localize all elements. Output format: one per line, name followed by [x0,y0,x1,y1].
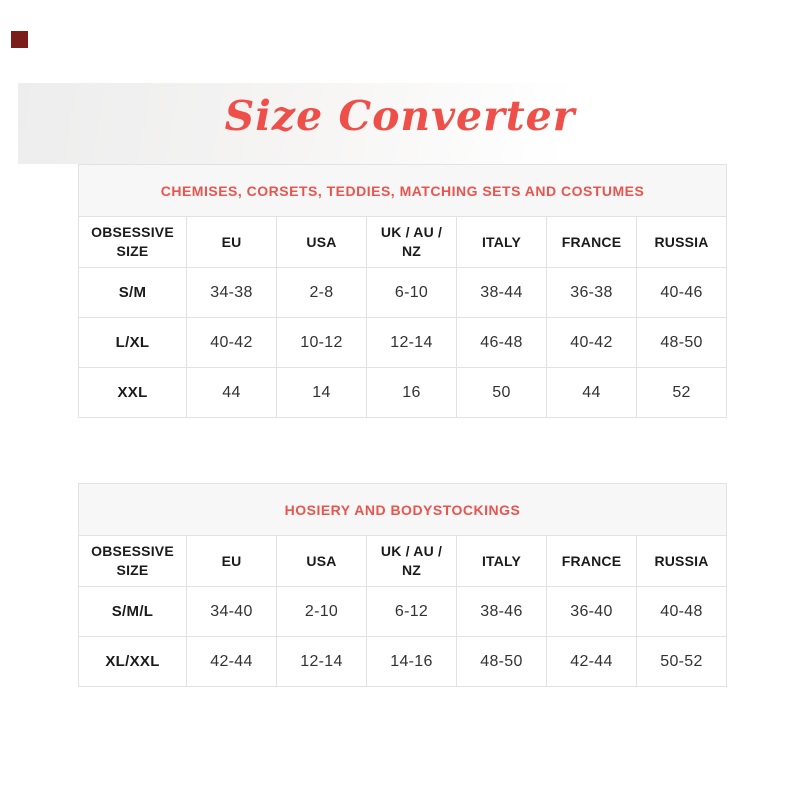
size-label-cell: S/M/L [79,587,187,637]
size-value-cell: 40-42 [547,318,637,368]
size-value-cell: 34-38 [187,268,277,318]
column-header-cell: EU [187,536,277,587]
size-value-cell: 2-10 [277,587,367,637]
column-header-cell: ITALY [457,217,547,268]
column-header-cell: OBSESSIVE SIZE [79,217,187,268]
size-value-cell: 44 [547,368,637,418]
column-header-cell: FRANCE [547,217,637,268]
column-header-cell: USA [277,536,367,587]
size-value-cell: 12-14 [367,318,457,368]
category-row [79,165,727,217]
size-value-cell: 36-40 [547,587,637,637]
size-value-cell: 34-40 [187,587,277,637]
size-label-cell: XXL [79,368,187,418]
size-conversion-table [78,164,727,418]
size-row [79,637,727,687]
column-header-row [79,217,727,268]
size-row [79,368,727,418]
column-header-cell: OBSESSIVE SIZE [79,536,187,587]
column-header-cell: UK / AU / NZ [367,217,457,268]
size-value-cell: 40-46 [637,268,727,318]
size-label-cell: L/XL [79,318,187,368]
size-row [79,587,727,637]
column-header-cell: UK / AU / NZ [367,536,457,587]
column-header-cell: RUSSIA [637,536,727,587]
corner-marker-square [11,31,28,48]
column-header-cell: EU [187,217,277,268]
size-value-cell: 10-12 [277,318,367,368]
page-title: Size Converter [224,92,576,140]
size-value-cell: 2-8 [277,268,367,318]
size-value-cell: 44 [187,368,277,418]
column-header-cell: ITALY [457,536,547,587]
size-value-cell: 14-16 [367,637,457,687]
size-value-cell: 52 [637,368,727,418]
column-header-row [79,536,727,587]
size-table-section-chemises [78,164,726,418]
size-conversion-table [78,483,727,687]
column-header-cell: USA [277,217,367,268]
table-category-title: CHEMISES, CORSETS, TEDDIES, MATCHING SETS AND COSTUMES [79,165,727,217]
size-value-cell: 50-52 [637,637,727,687]
size-value-cell: 16 [367,368,457,418]
size-value-cell: 50 [457,368,547,418]
size-value-cell: 12-14 [277,637,367,687]
size-value-cell: 46-48 [457,318,547,368]
size-value-cell: 38-46 [457,587,547,637]
column-header-cell: FRANCE [547,536,637,587]
size-label-cell: XL/XXL [79,637,187,687]
column-header-cell: RUSSIA [637,217,727,268]
size-value-cell: 42-44 [547,637,637,687]
size-value-cell: 6-10 [367,268,457,318]
size-value-cell: 6-12 [367,587,457,637]
size-value-cell: 38-44 [457,268,547,318]
size-table-section-hosiery [78,483,726,687]
table-category-title: HOSIERY AND BODYSTOCKINGS [79,484,727,536]
size-value-cell: 36-38 [547,268,637,318]
size-value-cell: 40-42 [187,318,277,368]
size-value-cell: 40-48 [637,587,727,637]
size-row [79,318,727,368]
category-row [79,484,727,536]
size-value-cell: 48-50 [457,637,547,687]
size-value-cell: 42-44 [187,637,277,687]
size-value-cell: 48-50 [637,318,727,368]
size-value-cell: 14 [277,368,367,418]
size-row [79,268,727,318]
size-label-cell: S/M [79,268,187,318]
